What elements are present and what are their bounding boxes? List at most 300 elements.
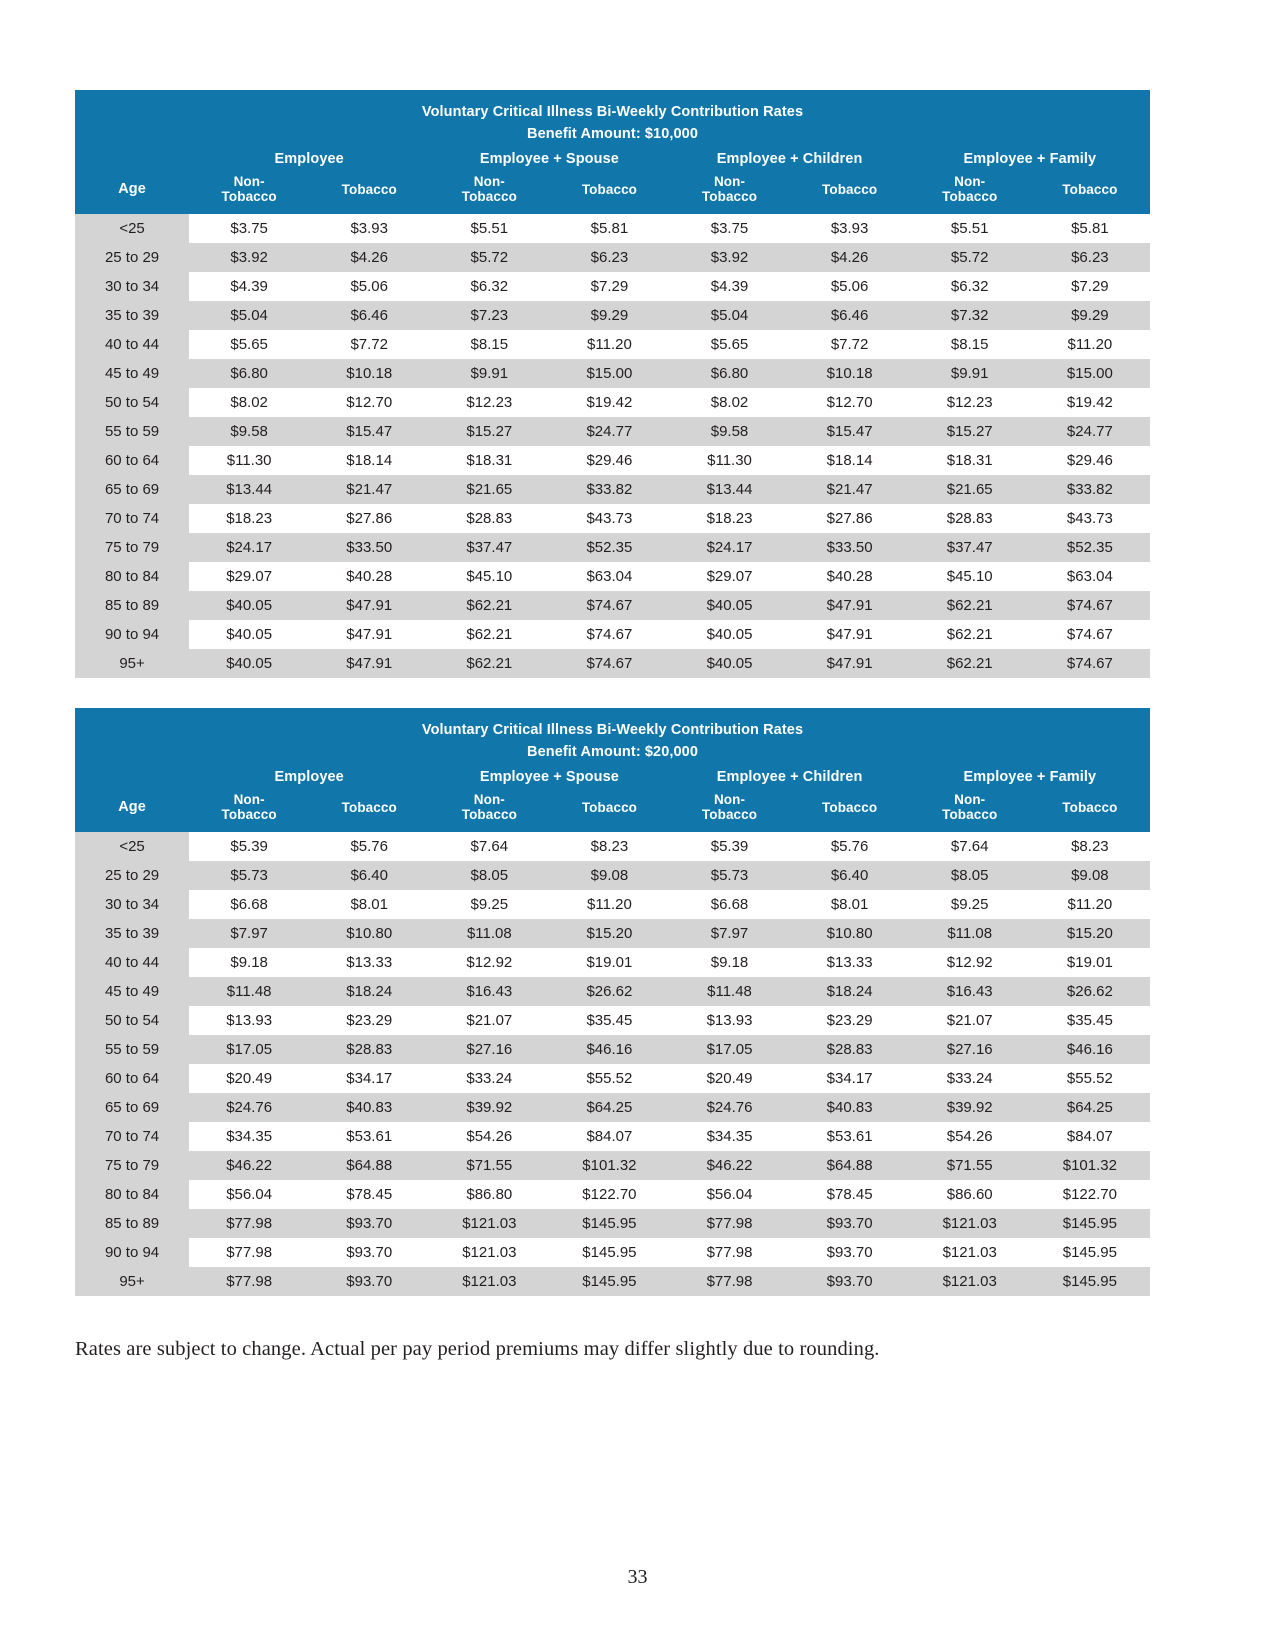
rate-cell: $74.67 — [1030, 620, 1150, 649]
tobacco-status-header: Non- Tobacco — [429, 789, 549, 832]
rate-cell: $24.17 — [669, 533, 789, 562]
rate-cell: $40.05 — [189, 591, 309, 620]
rate-cell: $46.22 — [189, 1151, 309, 1180]
rate-cell: $9.08 — [1030, 861, 1150, 890]
rate-cell: $52.35 — [1030, 533, 1150, 562]
rate-cell: $55.52 — [1030, 1064, 1150, 1093]
rate-cell: $28.83 — [309, 1035, 429, 1064]
rate-cell: $18.23 — [189, 504, 309, 533]
rate-cell: $15.20 — [1030, 919, 1150, 948]
age-band-cell: 70 to 74 — [75, 504, 189, 533]
age-band-cell: 70 to 74 — [75, 1122, 189, 1151]
rate-cell: $6.80 — [669, 359, 789, 388]
rate-cell: $7.72 — [309, 330, 429, 359]
table-row — [75, 272, 1150, 301]
rate-cell: $3.75 — [189, 214, 309, 243]
rate-cell: $7.32 — [910, 301, 1030, 330]
rate-cell: $12.92 — [429, 948, 549, 977]
table-row — [75, 1267, 1150, 1296]
rate-cell: $40.05 — [189, 649, 309, 678]
rate-cell: $12.70 — [790, 388, 910, 417]
table-row — [75, 1006, 1150, 1035]
rate-cell: $40.05 — [669, 620, 789, 649]
rate-cell: $16.43 — [429, 977, 549, 1006]
tobacco-status-header: Tobacco — [309, 789, 429, 832]
rate-cell: $40.05 — [189, 620, 309, 649]
age-band-cell: 45 to 49 — [75, 977, 189, 1006]
rate-cell: $122.70 — [1030, 1180, 1150, 1209]
rate-cell: $6.40 — [309, 861, 429, 890]
rate-cell: $12.92 — [910, 948, 1030, 977]
rate-cell: $40.28 — [790, 562, 910, 591]
rate-cell: $93.70 — [790, 1209, 910, 1238]
rate-cell: $18.24 — [790, 977, 910, 1006]
rate-cell: $21.47 — [790, 475, 910, 504]
age-band-cell: 50 to 54 — [75, 388, 189, 417]
rate-cell: $33.24 — [910, 1064, 1030, 1093]
rate-cell: $63.04 — [1030, 562, 1150, 591]
rate-cell: $18.31 — [910, 446, 1030, 475]
table-row — [75, 861, 1150, 890]
rate-cell: $5.51 — [429, 214, 549, 243]
rate-cell: $9.91 — [910, 359, 1030, 388]
rate-cell: $8.02 — [189, 388, 309, 417]
tobacco-status-header: Tobacco — [790, 789, 910, 832]
rate-cell: $56.04 — [669, 1180, 789, 1209]
rate-cell: $47.91 — [309, 649, 429, 678]
rate-cell: $11.20 — [1030, 890, 1150, 919]
rate-cell: $29.07 — [669, 562, 789, 591]
table-row — [75, 301, 1150, 330]
rate-cell: $10.80 — [790, 919, 910, 948]
rate-cell: $5.39 — [189, 832, 309, 861]
rate-cell: $8.01 — [309, 890, 429, 919]
rate-cell: $5.39 — [669, 832, 789, 861]
rate-cell: $6.68 — [669, 890, 789, 919]
rate-cell: $21.65 — [910, 475, 1030, 504]
table-row — [75, 1064, 1150, 1093]
rate-cell: $18.14 — [309, 446, 429, 475]
table-row — [75, 243, 1150, 272]
rate-cell: $11.20 — [549, 890, 669, 919]
rate-cell: $8.01 — [790, 890, 910, 919]
rate-cell: $28.83 — [429, 504, 549, 533]
rate-cell: $34.35 — [189, 1122, 309, 1151]
rate-cell: $121.03 — [429, 1267, 549, 1296]
rate-cell: $62.21 — [910, 620, 1030, 649]
rate-cell: $7.29 — [1030, 272, 1150, 301]
age-band-cell: 35 to 39 — [75, 919, 189, 948]
rate-cell: $78.45 — [790, 1180, 910, 1209]
rate-cell: $37.47 — [910, 533, 1030, 562]
rate-cell: $7.29 — [549, 272, 669, 301]
rate-cell: $7.72 — [790, 330, 910, 359]
rate-cell: $101.32 — [1030, 1151, 1150, 1180]
rate-cell: $9.25 — [429, 890, 549, 919]
rate-cell: $12.70 — [309, 388, 429, 417]
table-row — [75, 1122, 1150, 1151]
age-band-cell: 60 to 64 — [75, 446, 189, 475]
table-row — [75, 620, 1150, 649]
rate-cell: $19.42 — [549, 388, 669, 417]
rate-cell: $62.21 — [429, 620, 549, 649]
table-row — [75, 649, 1150, 678]
rate-cell: $20.49 — [669, 1064, 789, 1093]
rate-cell: $7.64 — [429, 832, 549, 861]
rate-cell: $4.26 — [309, 243, 429, 272]
rate-cell: $29.46 — [1030, 446, 1150, 475]
rate-cell: $18.14 — [790, 446, 910, 475]
age-band-cell: 30 to 34 — [75, 272, 189, 301]
rate-cell: $74.67 — [1030, 591, 1150, 620]
rate-cell: $40.05 — [669, 649, 789, 678]
rate-cell: $11.20 — [549, 330, 669, 359]
rate-cell: $56.04 — [189, 1180, 309, 1209]
rate-cell: $6.40 — [790, 861, 910, 890]
rate-cell: $33.50 — [790, 533, 910, 562]
rate-cell: $13.33 — [309, 948, 429, 977]
rate-cell: $5.04 — [669, 301, 789, 330]
age-band-cell: 90 to 94 — [75, 620, 189, 649]
rate-cell: $84.07 — [549, 1122, 669, 1151]
rate-cell: $15.27 — [429, 417, 549, 446]
benefit-amount: Benefit Amount: $20,000 — [75, 742, 1150, 767]
rate-cell: $26.62 — [1030, 977, 1150, 1006]
rate-cell: $7.97 — [189, 919, 309, 948]
rate-cell: $77.98 — [189, 1209, 309, 1238]
rate-cell: $145.95 — [549, 1267, 669, 1296]
rate-cell: $62.21 — [429, 649, 549, 678]
rate-cell: $9.58 — [189, 417, 309, 446]
rate-cell: $64.25 — [549, 1093, 669, 1122]
rate-cell: $6.32 — [429, 272, 549, 301]
rate-cell: $33.82 — [549, 475, 669, 504]
rate-cell: $122.70 — [549, 1180, 669, 1209]
table-row — [75, 1209, 1150, 1238]
tobacco-status-header: Tobacco — [549, 789, 669, 832]
rate-cell: $86.60 — [910, 1180, 1030, 1209]
table-row — [75, 948, 1150, 977]
rate-cell: $23.29 — [309, 1006, 429, 1035]
footnote: Rates are subject to change. Actual per pay period premiums may differ slightly due to rounding. — [75, 1338, 880, 1361]
rate-cell: $45.10 — [910, 562, 1030, 591]
rate-cell: $74.67 — [549, 620, 669, 649]
age-band-cell: 40 to 44 — [75, 330, 189, 359]
coverage-group-header: Employee — [189, 767, 429, 789]
rate-cell: $63.04 — [549, 562, 669, 591]
rate-cell: $11.08 — [429, 919, 549, 948]
rate-cell: $34.17 — [790, 1064, 910, 1093]
rate-cell: $71.55 — [429, 1151, 549, 1180]
rate-cell: $46.16 — [549, 1035, 669, 1064]
rate-cell: $6.68 — [189, 890, 309, 919]
rate-cell: $18.24 — [309, 977, 429, 1006]
age-band-cell: 65 to 69 — [75, 475, 189, 504]
tobacco-status-header: Non- Tobacco — [429, 171, 549, 214]
rate-cell: $47.91 — [790, 620, 910, 649]
tobacco-status-header: Non- Tobacco — [669, 789, 789, 832]
rate-cell: $33.82 — [1030, 475, 1150, 504]
rate-cell: $28.83 — [790, 1035, 910, 1064]
rate-cell: $47.91 — [790, 591, 910, 620]
rate-cell: $11.30 — [189, 446, 309, 475]
rate-cell: $15.47 — [309, 417, 429, 446]
age-band-cell: 35 to 39 — [75, 301, 189, 330]
rate-cell: $3.92 — [669, 243, 789, 272]
rate-cell: $8.15 — [429, 330, 549, 359]
rate-cell: $21.07 — [429, 1006, 549, 1035]
rate-cell: $8.05 — [429, 861, 549, 890]
rate-cell: $18.31 — [429, 446, 549, 475]
rate-cell: $77.98 — [189, 1267, 309, 1296]
rate-cell: $62.21 — [910, 591, 1030, 620]
rate-cell: $11.48 — [189, 977, 309, 1006]
rate-cell: $15.27 — [910, 417, 1030, 446]
rate-cell: $15.00 — [1030, 359, 1150, 388]
rate-cell: $11.08 — [910, 919, 1030, 948]
rate-cell: $71.55 — [910, 1151, 1030, 1180]
rate-cell: $23.29 — [790, 1006, 910, 1035]
age-band-cell: 45 to 49 — [75, 359, 189, 388]
rate-cell: $8.23 — [549, 832, 669, 861]
tobacco-status-header: Non- Tobacco — [189, 171, 309, 214]
rate-cell: $6.23 — [1030, 243, 1150, 272]
rate-cell: $53.61 — [309, 1122, 429, 1151]
rate-cell: $9.08 — [549, 861, 669, 890]
rate-tables-container — [75, 90, 1200, 1296]
rate-cell: $3.92 — [189, 243, 309, 272]
rate-cell: $35.45 — [1030, 1006, 1150, 1035]
rate-cell: $29.46 — [549, 446, 669, 475]
rate-cell: $5.06 — [309, 272, 429, 301]
rate-cell: $16.43 — [910, 977, 1030, 1006]
rate-cell: $4.26 — [790, 243, 910, 272]
tobacco-status-header: Tobacco — [1030, 789, 1150, 832]
group-header-spacer — [75, 149, 189, 171]
rate-cell: $10.18 — [790, 359, 910, 388]
rate-cell: $9.29 — [1030, 301, 1150, 330]
rate-cell: $45.10 — [429, 562, 549, 591]
age-band-cell: 95+ — [75, 1267, 189, 1296]
rate-cell: $62.21 — [910, 649, 1030, 678]
rate-cell: $39.92 — [910, 1093, 1030, 1122]
table-row — [75, 214, 1150, 243]
rate-cell: $64.88 — [309, 1151, 429, 1180]
rate-cell: $9.91 — [429, 359, 549, 388]
coverage-group-header: Employee + Spouse — [429, 149, 669, 171]
rate-table — [75, 90, 1150, 678]
table-row — [75, 388, 1150, 417]
age-column-header: Age — [75, 171, 189, 214]
rate-cell: $8.23 — [1030, 832, 1150, 861]
rate-cell: $35.45 — [549, 1006, 669, 1035]
rate-cell: $29.07 — [189, 562, 309, 591]
rate-cell: $12.23 — [910, 388, 1030, 417]
table-row — [75, 1093, 1150, 1122]
rate-cell: $15.47 — [790, 417, 910, 446]
coverage-group-header: Employee + Children — [669, 767, 909, 789]
rate-cell: $21.47 — [309, 475, 429, 504]
rate-cell: $11.30 — [669, 446, 789, 475]
table-row — [75, 417, 1150, 446]
tobacco-status-header: Non- Tobacco — [910, 171, 1030, 214]
age-band-cell: 75 to 79 — [75, 533, 189, 562]
rate-cell: $145.95 — [549, 1209, 669, 1238]
rate-cell: $10.80 — [309, 919, 429, 948]
rate-cell: $54.26 — [910, 1122, 1030, 1151]
table-row — [75, 330, 1150, 359]
rate-cell: $6.80 — [189, 359, 309, 388]
rate-cell: $77.98 — [669, 1209, 789, 1238]
rate-cell: $27.86 — [790, 504, 910, 533]
age-band-cell: 80 to 84 — [75, 562, 189, 591]
rate-cell: $24.17 — [189, 533, 309, 562]
tobacco-status-header: Tobacco — [790, 171, 910, 214]
rate-cell: $34.17 — [309, 1064, 429, 1093]
rate-cell: $47.91 — [309, 591, 429, 620]
rate-cell: $24.76 — [669, 1093, 789, 1122]
rate-cell: $5.72 — [910, 243, 1030, 272]
rate-cell: $121.03 — [429, 1238, 549, 1267]
age-band-cell: 90 to 94 — [75, 1238, 189, 1267]
rate-cell: $84.07 — [1030, 1122, 1150, 1151]
rate-cell: $77.98 — [189, 1238, 309, 1267]
rate-cell: $34.35 — [669, 1122, 789, 1151]
rate-cell: $5.51 — [910, 214, 1030, 243]
rate-cell: $5.06 — [790, 272, 910, 301]
rate-cell: $8.02 — [669, 388, 789, 417]
rate-cell: $5.81 — [549, 214, 669, 243]
rate-cell: $40.83 — [790, 1093, 910, 1122]
rate-cell: $5.81 — [1030, 214, 1150, 243]
rate-cell: $10.18 — [309, 359, 429, 388]
rate-cell: $6.46 — [790, 301, 910, 330]
rate-cell: $54.26 — [429, 1122, 549, 1151]
table-row — [75, 562, 1150, 591]
rate-cell: $145.95 — [1030, 1267, 1150, 1296]
rate-cell: $4.39 — [669, 272, 789, 301]
rate-cell: $19.01 — [1030, 948, 1150, 977]
rate-cell: $5.73 — [189, 861, 309, 890]
rate-cell: $64.88 — [790, 1151, 910, 1180]
rate-cell: $7.23 — [429, 301, 549, 330]
age-band-cell: 30 to 34 — [75, 890, 189, 919]
rate-cell: $101.32 — [549, 1151, 669, 1180]
table-row — [75, 359, 1150, 388]
rate-cell: $24.76 — [189, 1093, 309, 1122]
rate-cell: $40.28 — [309, 562, 429, 591]
rate-cell: $93.70 — [309, 1238, 429, 1267]
age-band-cell: 25 to 29 — [75, 861, 189, 890]
rate-cell: $33.24 — [429, 1064, 549, 1093]
coverage-group-header: Employee + Family — [910, 149, 1150, 171]
rate-cell: $145.95 — [1030, 1238, 1150, 1267]
rate-cell: $18.23 — [669, 504, 789, 533]
rate-cell: $6.23 — [549, 243, 669, 272]
age-band-cell: <25 — [75, 214, 189, 243]
rate-cell: $17.05 — [189, 1035, 309, 1064]
tobacco-status-header: Non- Tobacco — [910, 789, 1030, 832]
rate-cell: $6.46 — [309, 301, 429, 330]
group-header-spacer — [75, 767, 189, 789]
rate-cell: $55.52 — [549, 1064, 669, 1093]
rate-table — [75, 708, 1150, 1296]
age-band-cell: 60 to 64 — [75, 1064, 189, 1093]
rate-cell: $13.93 — [189, 1006, 309, 1035]
rate-cell: $40.05 — [669, 591, 789, 620]
rate-cell: $9.18 — [189, 948, 309, 977]
age-band-cell: 65 to 69 — [75, 1093, 189, 1122]
table-title: Voluntary Critical Illness Bi-Weekly Contribution Rates — [75, 708, 1150, 742]
table-row — [75, 533, 1150, 562]
rate-cell: $19.42 — [1030, 388, 1150, 417]
rate-cell: $62.21 — [429, 591, 549, 620]
rate-cell: $47.91 — [309, 620, 429, 649]
age-band-cell: 75 to 79 — [75, 1151, 189, 1180]
rate-cell: $9.58 — [669, 417, 789, 446]
rate-cell: $15.00 — [549, 359, 669, 388]
age-band-cell: 85 to 89 — [75, 1209, 189, 1238]
tobacco-status-header: Tobacco — [1030, 171, 1150, 214]
rate-cell: $26.62 — [549, 977, 669, 1006]
rate-cell: $5.76 — [309, 832, 429, 861]
rate-cell: $13.44 — [669, 475, 789, 504]
rate-cell: $47.91 — [790, 649, 910, 678]
rate-cell: $121.03 — [429, 1209, 549, 1238]
rate-cell: $43.73 — [1030, 504, 1150, 533]
age-band-cell: 40 to 44 — [75, 948, 189, 977]
age-column-header: Age — [75, 789, 189, 832]
table-row — [75, 475, 1150, 504]
rate-cell: $5.73 — [669, 861, 789, 890]
table-row — [75, 919, 1150, 948]
rate-cell: $9.29 — [549, 301, 669, 330]
rate-cell: $17.05 — [669, 1035, 789, 1064]
page-number: 33 — [627, 1566, 648, 1588]
table-row — [75, 977, 1150, 1006]
rate-cell: $43.73 — [549, 504, 669, 533]
rate-cell: $8.05 — [910, 861, 1030, 890]
age-band-cell: 95+ — [75, 649, 189, 678]
rate-cell: $74.67 — [549, 649, 669, 678]
rate-cell: $7.97 — [669, 919, 789, 948]
rate-cell: $78.45 — [309, 1180, 429, 1209]
rate-cell: $121.03 — [910, 1238, 1030, 1267]
rate-cell: $28.83 — [910, 504, 1030, 533]
rate-cell: $46.22 — [669, 1151, 789, 1180]
rate-cell: $7.64 — [910, 832, 1030, 861]
table-row — [75, 591, 1150, 620]
table-row — [75, 1180, 1150, 1209]
rate-cell: $145.95 — [1030, 1209, 1150, 1238]
rate-cell: $15.20 — [549, 919, 669, 948]
table-row — [75, 832, 1150, 861]
rate-cell: $93.70 — [309, 1267, 429, 1296]
coverage-group-header: Employee + Spouse — [429, 767, 669, 789]
rate-cell: $27.86 — [309, 504, 429, 533]
rate-cell: $5.72 — [429, 243, 549, 272]
rate-cell: $11.20 — [1030, 330, 1150, 359]
age-band-cell: 25 to 29 — [75, 243, 189, 272]
rate-cell: $4.39 — [189, 272, 309, 301]
rate-cell: $145.95 — [549, 1238, 669, 1267]
rate-cell: $5.65 — [189, 330, 309, 359]
rate-cell: $37.47 — [429, 533, 549, 562]
rate-cell: $39.92 — [429, 1093, 549, 1122]
rate-cell: $24.77 — [1030, 417, 1150, 446]
rate-cell: $77.98 — [669, 1238, 789, 1267]
tobacco-status-header: Tobacco — [549, 171, 669, 214]
